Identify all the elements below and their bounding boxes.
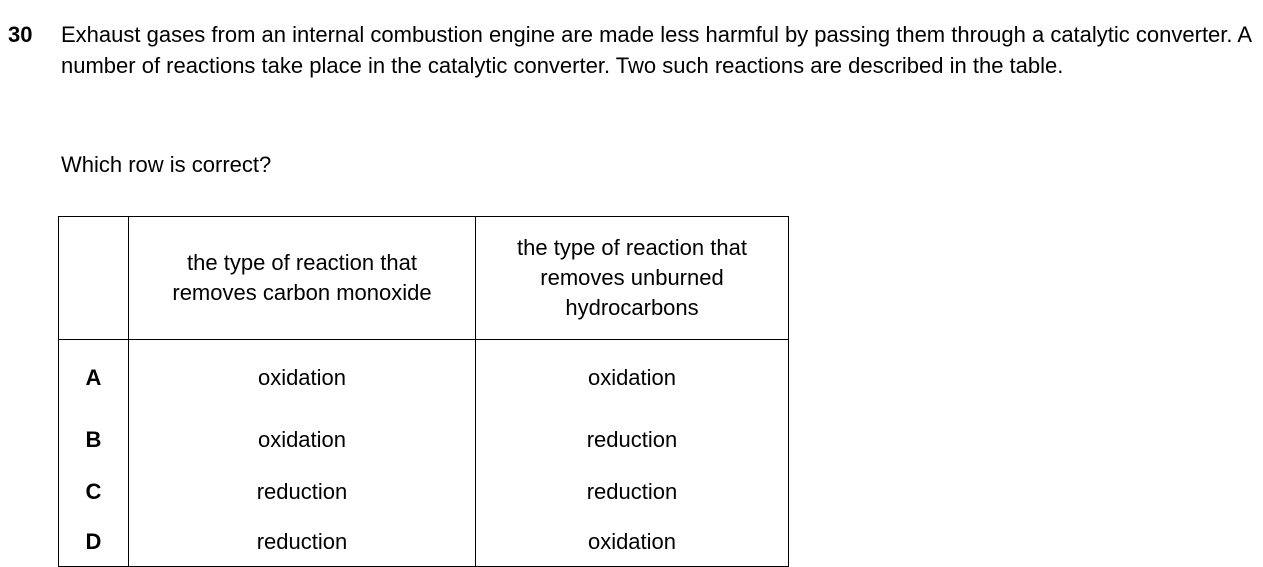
header-carbon-monoxide-label: the type of reaction that removes carbon monoxide <box>172 250 432 305</box>
question-number: 30 <box>8 22 33 47</box>
question-text: Exhaust gases from an internal combustion engine are made less harmful by passing them through a catalytic converter. A number of reactions take place in the catalytic converter. Two such reactions are described in the table. <box>61 22 1251 78</box>
row-letter: B <box>59 414 129 466</box>
header-hydrocarbons-label: the type of reaction that removes unburned hydrocarbons <box>517 235 747 320</box>
hydrocarbon-reaction: reduction <box>476 466 789 518</box>
carbon-monoxide-reaction: reduction <box>129 518 476 567</box>
carbon-monoxide-reaction: oxidation <box>129 340 476 415</box>
table-row <box>59 414 789 466</box>
table-header-row <box>59 217 789 340</box>
row-letter: D <box>59 518 129 567</box>
table-row <box>59 340 789 415</box>
answer-table <box>58 216 789 567</box>
hydrocarbon-reaction: oxidation <box>476 518 789 567</box>
carbon-monoxide-reaction: oxidation <box>129 414 476 466</box>
carbon-monoxide-reaction: reduction <box>129 466 476 518</box>
table-row <box>59 466 789 518</box>
row-letter: C <box>59 466 129 518</box>
header-hydrocarbons <box>476 217 789 340</box>
row-letter: A <box>59 340 129 415</box>
hydrocarbon-reaction: oxidation <box>476 340 789 415</box>
table-row <box>59 518 789 567</box>
hydrocarbon-reaction: reduction <box>476 414 789 466</box>
header-carbon-monoxide <box>129 217 476 340</box>
question-prompt: Which row is correct? <box>61 152 272 177</box>
header-blank-cell <box>59 217 129 340</box>
